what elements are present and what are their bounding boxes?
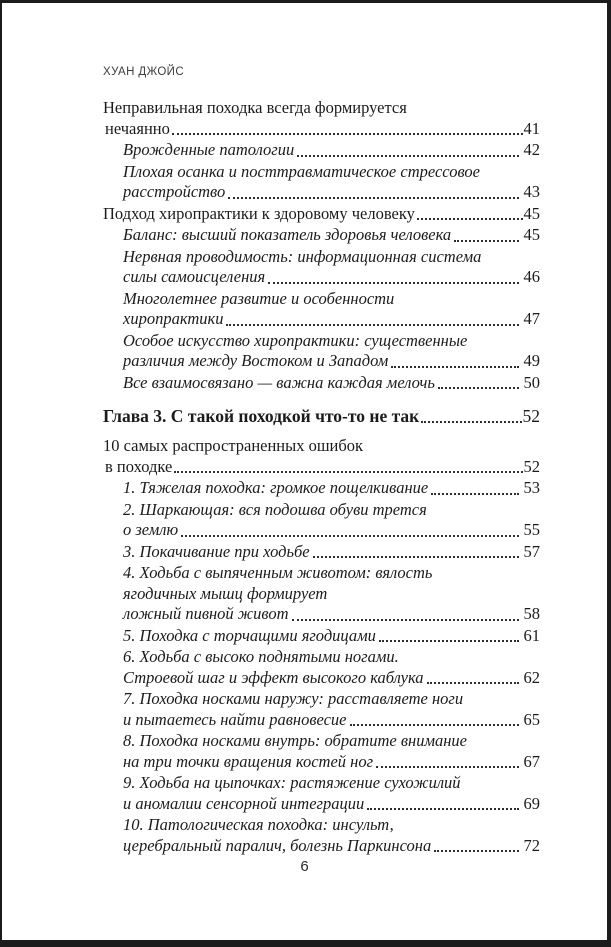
toc-line [123, 140, 540, 161]
toc-page-number: 47 [523, 309, 540, 328]
toc-entry-text: различия между Востоком и Западом [123, 351, 389, 370]
toc-entry-text: на три точки вращения костей ног [123, 751, 374, 771]
dot-leader [268, 282, 518, 284]
toc-page-number: 69 [523, 793, 540, 813]
toc-entry-text: 8. Походка носками внутрь: обратите внимание [123, 731, 467, 750]
toc-page-number: 65 [523, 709, 540, 729]
toc-page-number: 46 [523, 267, 540, 286]
toc-page-number: 45 [523, 225, 540, 244]
toc-entry-text: расстройство [123, 182, 226, 201]
dot-leader [431, 493, 518, 495]
dot-leader [297, 155, 518, 157]
toc-entry-text: 3. Покачивание при ходьбе [123, 541, 310, 561]
dot-leader [427, 682, 519, 684]
dot-leader [434, 850, 518, 852]
toc-entry-text: Подход хиропрактики к здоровому человеку [103, 203, 415, 223]
toc-entry-text: силы самоисцеления [123, 267, 266, 286]
toc-entry-text: Нервная проводимость: информационная система [123, 246, 482, 266]
toc-entry [123, 731, 540, 772]
toc-entry-text: Неправильная походка всегда формируется [103, 98, 407, 117]
toc-entry-text: в походке [105, 456, 173, 476]
dot-leader [226, 324, 518, 326]
toc-entry-text: 7. Походка носками наружу: расставляете ноги [123, 689, 464, 708]
toc-entry-text: Все взаимосвязано — важна каждая мелочь [123, 372, 435, 392]
toc-line [123, 689, 540, 710]
toc-entry-text: 4. Ходьба с выпяченным животом: вялость [123, 563, 433, 582]
dot-leader [292, 619, 519, 621]
toc-page-number: 67 [523, 751, 540, 771]
toc-entry-text: 10 самых распространенных ошибок [103, 436, 364, 455]
toc-entry [123, 773, 540, 814]
toc-line [123, 351, 540, 372]
toc-entry-text: Глава 3. С такой походкой что-то не так [103, 406, 420, 426]
toc [103, 98, 540, 857]
toc-line [103, 119, 540, 140]
dot-leader [391, 366, 518, 368]
dot-leader [172, 133, 523, 135]
running-header: ХУАН ДЖОЙС [103, 66, 185, 78]
toc-entry-text: 1. Тяжелая походка: громкое пощелкивание [123, 478, 429, 497]
toc-entry [103, 405, 540, 428]
toc-entry-text: Баланс: высший показатель здоровья человека [123, 225, 452, 244]
toc-entry [123, 373, 540, 394]
toc-line [103, 457, 540, 478]
toc-line [123, 731, 540, 752]
toc-line [123, 604, 540, 625]
toc-page-number: 49 [523, 351, 540, 370]
toc-entry-text: Многолетнее развитие и особенности [123, 288, 395, 308]
toc-line [123, 182, 540, 203]
toc-line [123, 267, 540, 288]
toc-line [123, 647, 540, 668]
toc-line [123, 478, 540, 499]
toc-line [123, 794, 540, 815]
toc-line [123, 668, 540, 689]
toc-entry-text: ложный пивной живот [123, 604, 289, 623]
dot-leader [438, 387, 519, 389]
toc-page-number: 50 [523, 372, 540, 392]
toc-entry [123, 331, 540, 372]
toc-entry-text: 2. Шаркающая: вся подошва обуви трется [123, 499, 427, 519]
toc-entry-text: 10. Патологическая походка: инсульт, [123, 815, 394, 834]
toc-line [123, 247, 540, 268]
toc-entry-text: Особое искусство хиропрактики: существенные [123, 330, 468, 350]
toc-page-number: 58 [523, 604, 540, 623]
toc-entry [123, 542, 540, 563]
dot-leader [454, 240, 518, 242]
toc-page-number: 57 [523, 541, 540, 561]
toc-entry [123, 500, 540, 541]
page-number: 6 [300, 858, 309, 875]
dot-leader [379, 640, 519, 642]
toc-page-number: 43 [523, 182, 540, 201]
toc-entry [103, 98, 540, 139]
toc-page-number: 61 [523, 625, 540, 645]
toc-entry-text: и аномалии сенсорной интеграции [123, 793, 365, 813]
toc-entry-text: 6. Ходьба с высоко поднятыми ногами. [123, 647, 399, 666]
toc-line [123, 752, 540, 773]
toc-entry-text: хиропрактики [123, 309, 224, 328]
toc-entry-text: нечаянно [105, 118, 170, 138]
toc-line [123, 836, 540, 857]
toc-page-number: 41 [523, 118, 540, 138]
toc-line [123, 331, 540, 352]
toc-entry [103, 436, 540, 477]
toc-entry [123, 647, 540, 688]
toc-page-number: 52 [522, 406, 540, 426]
toc-entry-text: Строевой шаг и эффект высокого каблука [123, 667, 424, 687]
toc-line [123, 520, 540, 541]
dot-leader [350, 724, 519, 726]
dot-leader [367, 808, 518, 810]
toc-line [123, 626, 540, 647]
toc-line [103, 436, 540, 457]
toc-entry [123, 140, 540, 161]
toc-page-number: 72 [523, 835, 540, 855]
toc-line [123, 225, 540, 246]
dot-leader [181, 535, 518, 537]
toc-entry [123, 563, 540, 625]
toc-line [103, 98, 540, 119]
toc-page-number: 45 [523, 203, 540, 223]
dot-leader [376, 766, 518, 768]
toc-line [123, 162, 540, 183]
toc-line [123, 500, 540, 521]
dot-leader [228, 197, 518, 199]
dot-leader [417, 218, 523, 220]
toc-page-number: 55 [523, 520, 540, 539]
toc-entry [123, 626, 540, 647]
toc-line [103, 204, 540, 225]
toc-page-number: 42 [523, 140, 540, 159]
toc-entry [123, 478, 540, 499]
toc-line [123, 710, 540, 731]
toc-entry-text: о землю [123, 520, 179, 539]
toc-page-number: 52 [523, 456, 540, 476]
toc-page-number: 62 [523, 667, 540, 687]
toc-line [123, 309, 540, 330]
toc-line [123, 542, 540, 563]
toc-entry [123, 289, 540, 330]
dot-leader [313, 556, 519, 558]
dot-leader [421, 421, 521, 423]
toc-entry-text: и пытаетесь найти равновесие [123, 709, 347, 729]
toc-entry [123, 815, 540, 856]
toc-entry [123, 225, 540, 246]
toc-entry-text: 5. Походка с торчащими ягодицами [123, 625, 376, 645]
toc-entry [123, 162, 540, 203]
toc-entry [123, 689, 540, 730]
toc-line [123, 773, 540, 794]
toc-entry [103, 204, 540, 225]
toc-entry-text: ягодичных мышц формирует [123, 583, 328, 603]
toc-line [123, 563, 540, 584]
toc-line [123, 584, 540, 605]
toc-entry [123, 247, 540, 288]
toc-entry-text: Плохая осанка и посттравматическое стрессовое [123, 161, 480, 181]
toc-entry-text: 9. Ходьба на цыпочках: растяжение сухожилий [123, 773, 461, 792]
toc-page-number: 53 [523, 478, 540, 497]
toc-line [123, 289, 540, 310]
toc-entry-text: Врожденные патологии [123, 140, 295, 159]
toc-line [103, 405, 540, 428]
toc-line [123, 373, 540, 394]
dot-leader [174, 471, 522, 473]
toc-entry-text: церебральный паралич, болезнь Паркинсона [123, 835, 432, 855]
toc-line [123, 815, 540, 836]
